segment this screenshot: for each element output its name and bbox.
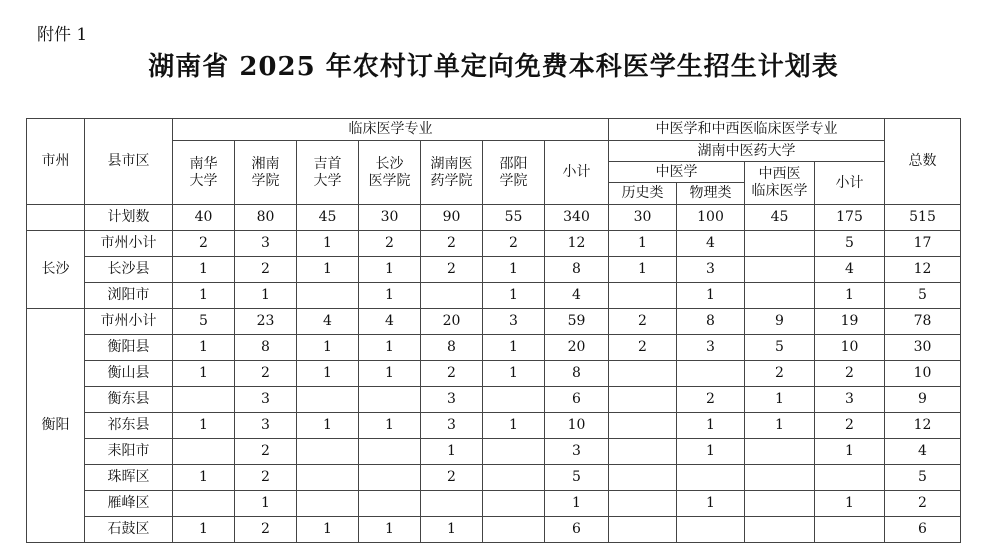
- value-cell: 8: [677, 309, 745, 335]
- value-cell: 10: [545, 413, 609, 439]
- value-cell: [745, 231, 815, 257]
- value-cell: 4: [297, 309, 359, 335]
- value-cell: [297, 283, 359, 309]
- value-cell: 8: [421, 335, 483, 361]
- value-cell: [609, 439, 677, 465]
- value-cell: 2: [235, 465, 297, 491]
- county-cell: 耒阳市: [85, 439, 173, 465]
- value-cell: [677, 517, 745, 543]
- value-cell: 1: [173, 413, 235, 439]
- header-clinical-col: 邵阳 学院: [483, 141, 545, 205]
- value-cell: 4: [815, 257, 885, 283]
- value-cell: [173, 387, 235, 413]
- plan-value-cell: 90: [421, 205, 483, 231]
- value-cell: 1: [483, 413, 545, 439]
- value-cell: 1: [483, 257, 545, 283]
- value-cell: [483, 517, 545, 543]
- county-cell: 衡山县: [85, 361, 173, 387]
- value-cell: [677, 465, 745, 491]
- value-cell: 1: [745, 387, 815, 413]
- value-cell: [745, 257, 815, 283]
- value-cell: [359, 439, 421, 465]
- table-row: [27, 361, 961, 387]
- value-cell: 1: [815, 439, 885, 465]
- value-cell: [483, 387, 545, 413]
- table-row: [27, 257, 961, 283]
- value-cell: 4: [677, 231, 745, 257]
- value-cell: [745, 517, 815, 543]
- value-cell: 59: [545, 309, 609, 335]
- header-tcm-subtotal: 小计: [815, 162, 885, 205]
- value-cell: [745, 283, 815, 309]
- value-cell: [359, 491, 421, 517]
- value-cell: 1: [297, 413, 359, 439]
- value-cell: 20: [545, 335, 609, 361]
- value-cell: 3: [815, 387, 885, 413]
- attachment-label: 附件 1: [37, 25, 88, 45]
- county-cell: 市州小计: [85, 309, 173, 335]
- value-cell: 2: [421, 361, 483, 387]
- value-cell: [297, 465, 359, 491]
- header-tcm-physics: 物理类: [677, 183, 745, 205]
- county-cell: 石鼓区: [85, 517, 173, 543]
- header-tcm-major: 中医学: [609, 162, 745, 183]
- value-cell: 19: [815, 309, 885, 335]
- value-cell: [421, 491, 483, 517]
- value-cell: 5: [173, 309, 235, 335]
- value-cell: 12: [545, 231, 609, 257]
- value-cell: 1: [173, 361, 235, 387]
- value-cell: [815, 465, 885, 491]
- value-cell: [745, 439, 815, 465]
- table-row: [27, 413, 961, 439]
- value-cell: 1: [235, 491, 297, 517]
- value-cell: 1: [677, 413, 745, 439]
- plan-value-cell: 55: [483, 205, 545, 231]
- plan-value-cell: 515: [885, 205, 961, 231]
- value-cell: 3: [235, 413, 297, 439]
- enrollment-plan-table: [26, 118, 961, 543]
- value-cell: 1: [677, 283, 745, 309]
- value-cell: [483, 491, 545, 517]
- city-cell-empty: [27, 205, 85, 231]
- value-cell: [609, 465, 677, 491]
- plan-label-cell: 计划数: [85, 205, 173, 231]
- value-cell: 5: [745, 335, 815, 361]
- county-cell: 珠晖区: [85, 465, 173, 491]
- value-cell: 2: [173, 231, 235, 257]
- value-cell: [609, 361, 677, 387]
- value-cell: 2: [885, 491, 961, 517]
- plan-value-cell: 45: [297, 205, 359, 231]
- value-cell: 3: [421, 387, 483, 413]
- value-cell: 78: [885, 309, 961, 335]
- value-cell: 1: [483, 283, 545, 309]
- value-cell: [609, 517, 677, 543]
- value-cell: 9: [745, 309, 815, 335]
- header-clinical-col: 湘南 学院: [235, 141, 297, 205]
- value-cell: 1: [677, 491, 745, 517]
- table-row: [27, 491, 961, 517]
- value-cell: 4: [885, 439, 961, 465]
- county-cell: 浏阳市: [85, 283, 173, 309]
- value-cell: 4: [359, 309, 421, 335]
- value-cell: 8: [545, 257, 609, 283]
- value-cell: 2: [677, 387, 745, 413]
- value-cell: 3: [421, 413, 483, 439]
- value-cell: 2: [745, 361, 815, 387]
- header-clinical-col: 长沙 医学院: [359, 141, 421, 205]
- value-cell: 3: [235, 387, 297, 413]
- value-cell: 3: [483, 309, 545, 335]
- value-cell: [297, 387, 359, 413]
- header-clinical-col: 南华 大学: [173, 141, 235, 205]
- value-cell: 1: [609, 257, 677, 283]
- value-cell: 8: [545, 361, 609, 387]
- header-tcm-university: 湖南中医药大学: [609, 141, 885, 162]
- value-cell: 2: [235, 439, 297, 465]
- value-cell: 20: [421, 309, 483, 335]
- header-clinical-col: 吉首 大学: [297, 141, 359, 205]
- value-cell: [483, 465, 545, 491]
- value-cell: 1: [745, 413, 815, 439]
- value-cell: 5: [815, 231, 885, 257]
- value-cell: [609, 387, 677, 413]
- county-cell: 雁峰区: [85, 491, 173, 517]
- header-tcm-group: 中医学和中西医临床医学专业: [609, 119, 885, 141]
- table-row: [27, 309, 961, 335]
- value-cell: 1: [359, 283, 421, 309]
- plan-value-cell: 340: [545, 205, 609, 231]
- city-cell: 长沙: [27, 231, 85, 309]
- county-cell: 衡阳县: [85, 335, 173, 361]
- value-cell: 1: [359, 335, 421, 361]
- value-cell: 1: [815, 491, 885, 517]
- value-cell: 1: [483, 361, 545, 387]
- value-cell: 12: [885, 257, 961, 283]
- value-cell: 2: [235, 517, 297, 543]
- county-cell: 长沙县: [85, 257, 173, 283]
- plan-value-cell: 30: [609, 205, 677, 231]
- value-cell: [609, 283, 677, 309]
- value-cell: 5: [545, 465, 609, 491]
- value-cell: 9: [885, 387, 961, 413]
- value-cell: 2: [235, 361, 297, 387]
- value-cell: [745, 491, 815, 517]
- header-city: 市州: [27, 119, 85, 205]
- value-cell: [483, 439, 545, 465]
- table-row: [27, 231, 961, 257]
- value-cell: [297, 439, 359, 465]
- value-cell: 1: [297, 361, 359, 387]
- value-cell: 1: [421, 517, 483, 543]
- table-row: [27, 283, 961, 309]
- value-cell: 1: [235, 283, 297, 309]
- table-row: [27, 517, 961, 543]
- value-cell: [421, 283, 483, 309]
- table-row-plan: [27, 205, 961, 231]
- value-cell: 6: [885, 517, 961, 543]
- value-cell: 2: [609, 309, 677, 335]
- plan-value-cell: 30: [359, 205, 421, 231]
- value-cell: 1: [297, 257, 359, 283]
- header-clinical-group: 临床医学专业: [173, 119, 609, 141]
- value-cell: 2: [421, 465, 483, 491]
- plan-value-cell: 40: [173, 205, 235, 231]
- plan-value-cell: 45: [745, 205, 815, 231]
- value-cell: 1: [815, 283, 885, 309]
- value-cell: [173, 439, 235, 465]
- value-cell: 1: [609, 231, 677, 257]
- value-cell: [359, 465, 421, 491]
- value-cell: 2: [609, 335, 677, 361]
- county-cell: 祁东县: [85, 413, 173, 439]
- table-row: [27, 465, 961, 491]
- value-cell: 2: [815, 413, 885, 439]
- table-row: [27, 387, 961, 413]
- value-cell: 17: [885, 231, 961, 257]
- value-cell: 5: [885, 283, 961, 309]
- value-cell: 1: [297, 517, 359, 543]
- value-cell: 10: [815, 335, 885, 361]
- value-cell: 6: [545, 387, 609, 413]
- value-cell: 23: [235, 309, 297, 335]
- value-cell: 3: [677, 257, 745, 283]
- plan-value-cell: 100: [677, 205, 745, 231]
- value-cell: 2: [815, 361, 885, 387]
- value-cell: 1: [359, 517, 421, 543]
- value-cell: 2: [483, 231, 545, 257]
- table-row: [27, 335, 961, 361]
- value-cell: 1: [359, 361, 421, 387]
- value-cell: 2: [235, 257, 297, 283]
- value-cell: 1: [173, 257, 235, 283]
- value-cell: 1: [359, 257, 421, 283]
- value-cell: 5: [885, 465, 961, 491]
- header-county: 县市区: [85, 119, 173, 205]
- plan-value-cell: 175: [815, 205, 885, 231]
- value-cell: 3: [235, 231, 297, 257]
- plan-value-cell: 80: [235, 205, 297, 231]
- county-cell: 市州小计: [85, 231, 173, 257]
- value-cell: [173, 491, 235, 517]
- value-cell: 1: [359, 413, 421, 439]
- value-cell: [297, 491, 359, 517]
- value-cell: 6: [545, 517, 609, 543]
- value-cell: 3: [545, 439, 609, 465]
- value-cell: 30: [885, 335, 961, 361]
- header-integrated: 中西医 临床医学: [745, 162, 815, 205]
- value-cell: 2: [421, 231, 483, 257]
- header-clinical-col: 湖南医 药学院: [421, 141, 483, 205]
- value-cell: 12: [885, 413, 961, 439]
- page-title: 湖南省 2025 年农村订单定向免费本科医学生招生计划表: [148, 52, 839, 82]
- header-clinical-subtotal: 小计: [545, 141, 609, 205]
- value-cell: 1: [297, 335, 359, 361]
- table-row: [27, 439, 961, 465]
- value-cell: [815, 517, 885, 543]
- value-cell: 10: [885, 361, 961, 387]
- value-cell: 1: [545, 491, 609, 517]
- value-cell: 1: [173, 283, 235, 309]
- value-cell: 1: [483, 335, 545, 361]
- value-cell: 1: [173, 465, 235, 491]
- value-cell: [745, 465, 815, 491]
- value-cell: 2: [359, 231, 421, 257]
- header-total: 总数: [885, 119, 961, 205]
- value-cell: 2: [421, 257, 483, 283]
- header-tcm-history: 历史类: [609, 183, 677, 205]
- value-cell: 1: [297, 231, 359, 257]
- value-cell: 8: [235, 335, 297, 361]
- value-cell: 3: [677, 335, 745, 361]
- value-cell: 4: [545, 283, 609, 309]
- value-cell: 1: [173, 517, 235, 543]
- city-cell: 衡阳: [27, 309, 85, 543]
- value-cell: [677, 361, 745, 387]
- value-cell: 1: [421, 439, 483, 465]
- value-cell: [609, 491, 677, 517]
- value-cell: [609, 413, 677, 439]
- county-cell: 衡东县: [85, 387, 173, 413]
- value-cell: 1: [677, 439, 745, 465]
- value-cell: [359, 387, 421, 413]
- value-cell: 1: [173, 335, 235, 361]
- table-body: [27, 205, 961, 543]
